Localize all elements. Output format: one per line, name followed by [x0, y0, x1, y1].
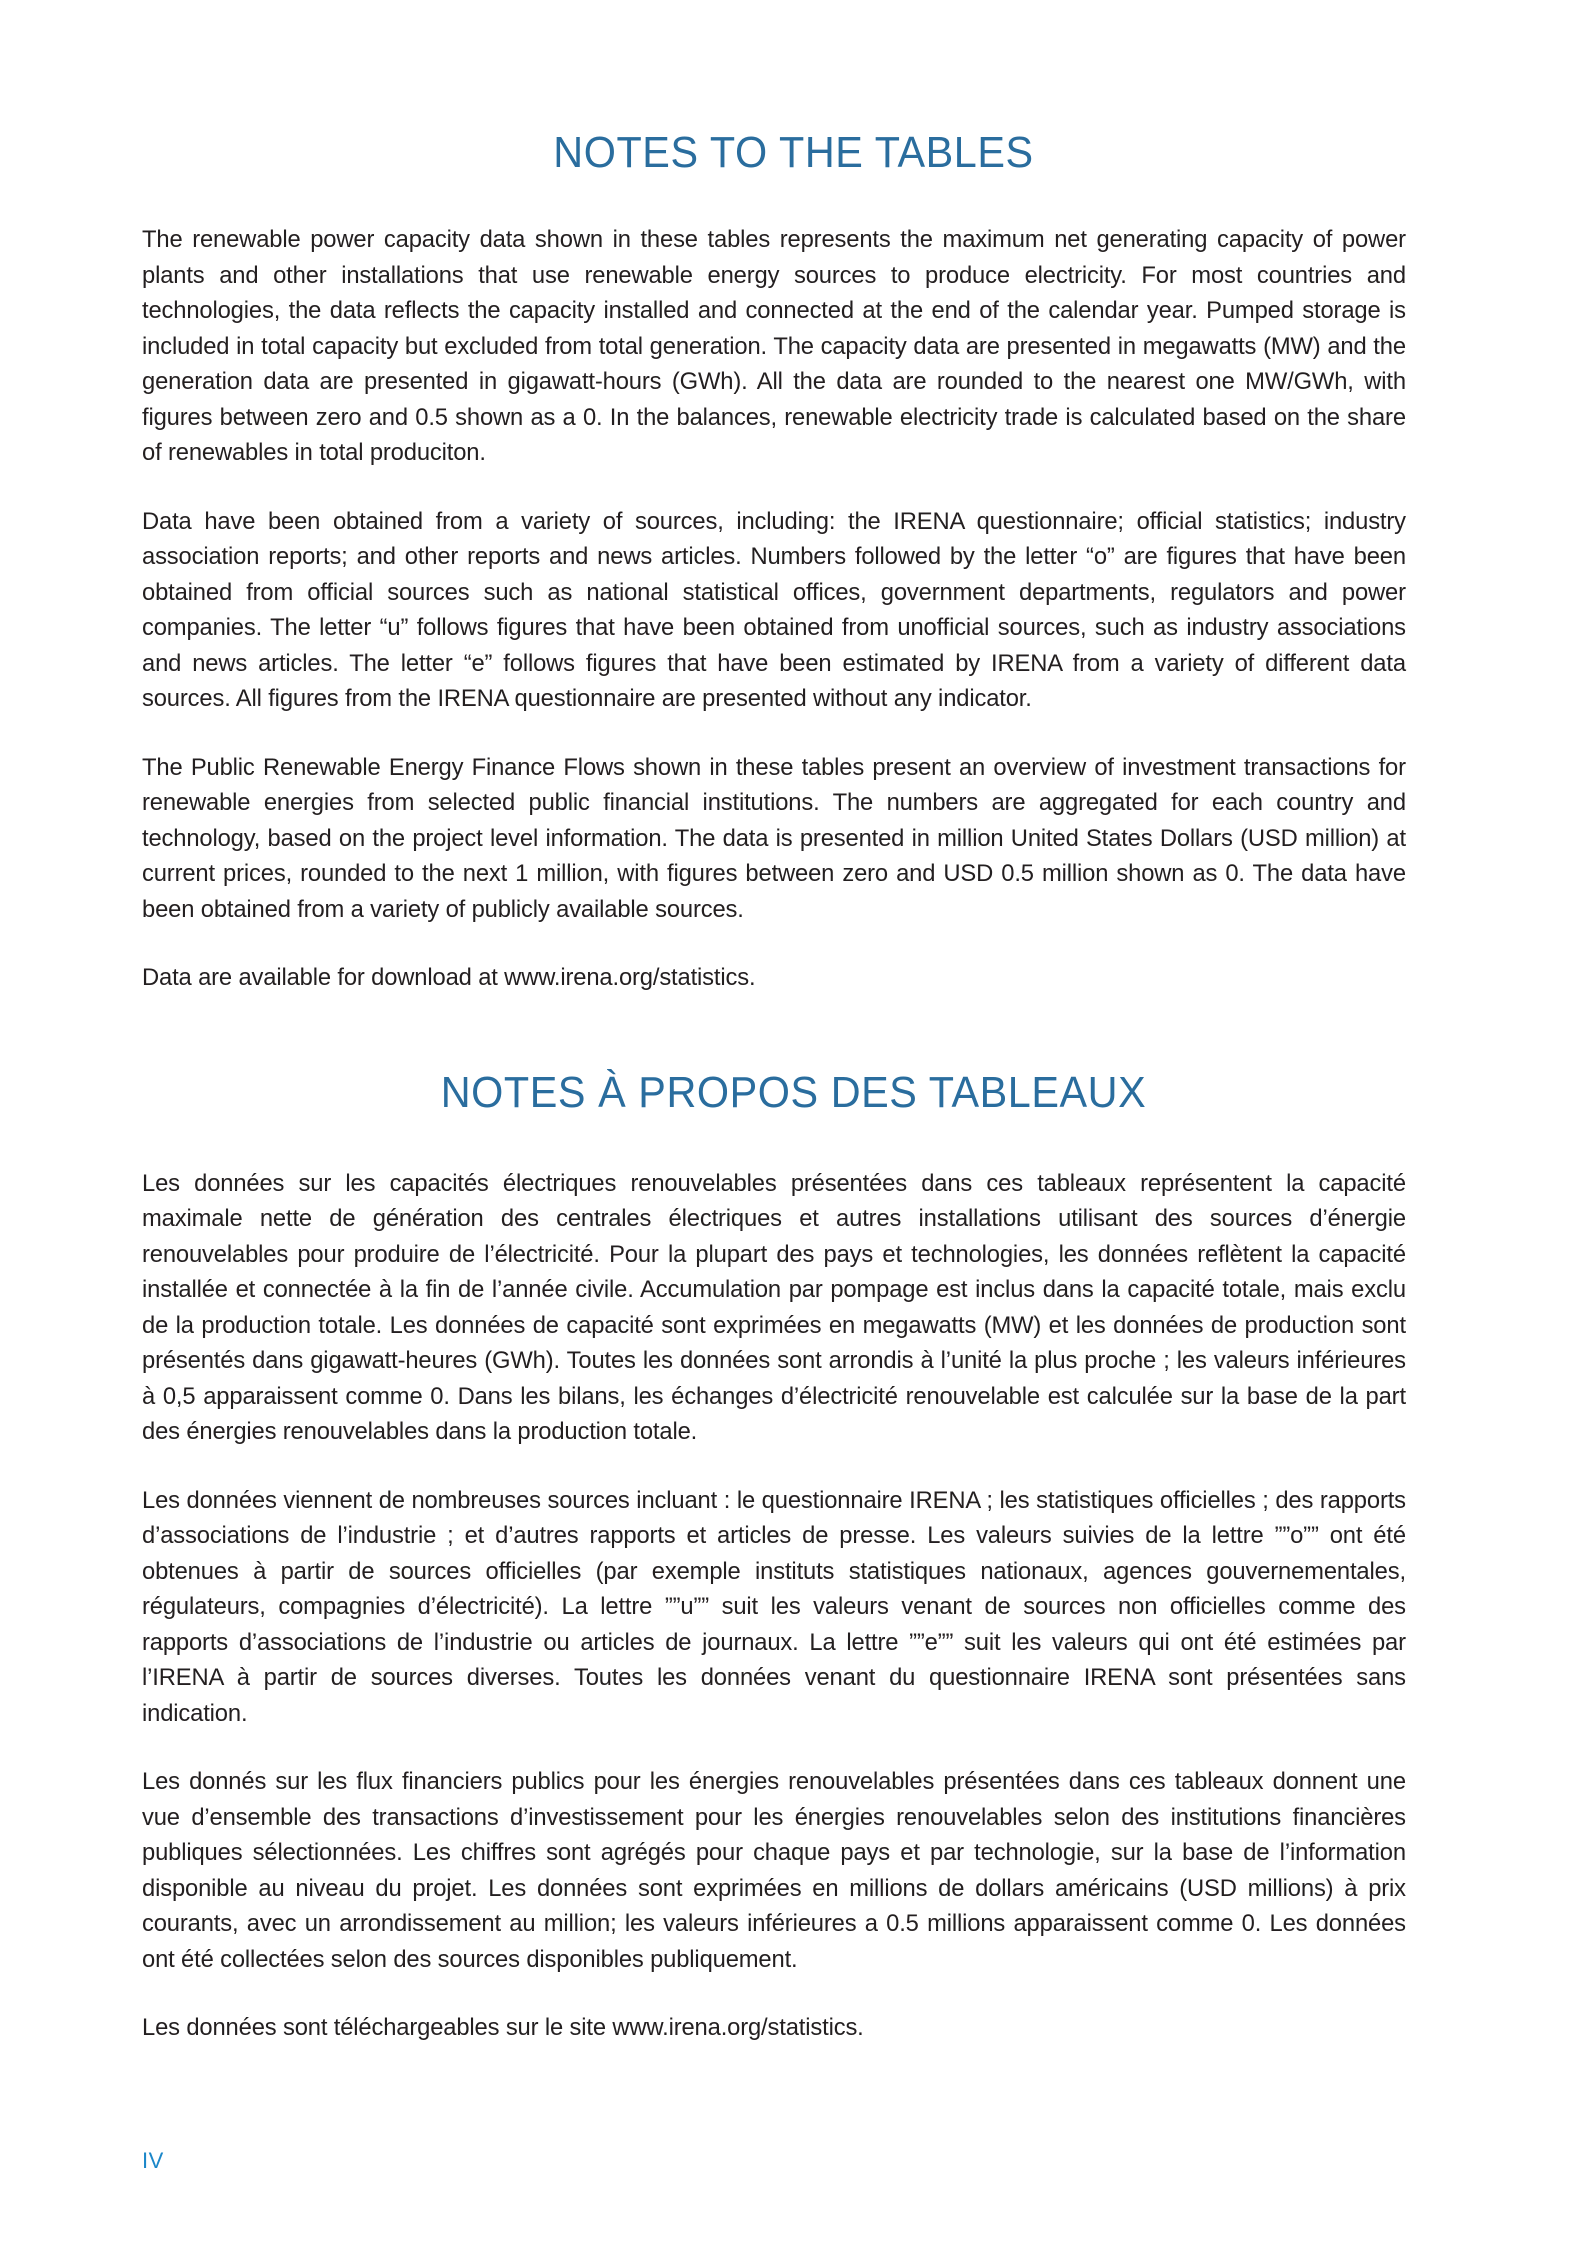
- paragraph-fr-2: Les données viennent de nombreuses sources incluant : le questionnaire IRENA ; les statistiques officielles ; des rapports d’associations de l’industrie ; et d’autres rapports et articles de presse. Les valeurs suivies de la lettre ””o”” ont été obtenues à partir de sources officielles (par exemple instituts statistiques nationaux, agences gouvernementales, régulateurs, compagnies d’électricité). La lettre ””u”” suit les valeurs venant de sources non officielles comme des rapports d’associations de l’industrie ou articles de journaux. La lettre ””e”” suit les valeurs qui ont été estimées par l’IRENA à partir de sources diverses. Toutes les données venant du questionnaire IRENA sont présentées sans indication.: [142, 1486, 1406, 1727]
- english-paragraphs: [142, 222, 1445, 996]
- french-paragraphs: [142, 1166, 1445, 2046]
- paragraph-fr-3: Les donnés sur les flux financiers publics pour les énergies renouvelables présentées dans ces tableaux donnent une vue d’ensemble des transactions d’investissement pour les énergies renouvelables selon des institutions financières publiques sélectionnées. Les chiffres sont agrégés pour chaque pays et par technologie, sur la base de l’information disponible au niveau du projet. Les données sont exprimées en millions de dollars américains (USD millions) à prix courants, avec un arrondissement au million; les valeurs inférieures a 0.5 millions apparaissent comme 0. Les données ont été collectées selon des sources disponibles publiquement.: [142, 1768, 1406, 1973]
- page-content: [142, 0, 1445, 2046]
- paragraph-en-2: Data have been obtained from a variety of sources, including: the IRENA questionnaire; official statistics; industry association reports; and other reports and news articles. Numbers followed by the letter “o” are figures that have been obtained from official sources such as national statistical offices, government departments, regulators and power companies. The letter “u” follows figures that have been obtained from unofficial sources, such as industry associations and news articles. The letter “e” follows figures that have been estimated by IRENA from a variety of different data sources. All figures from the IRENA questionnaire are presented without any indicator.: [142, 507, 1406, 712]
- page-title-english: NOTES TO THE TABLES: [553, 128, 1034, 177]
- paragraph-en-download: Data are available for download at www.irena.org/statistics.: [142, 964, 756, 991]
- page-title-french: NOTES À PROPOS DES TABLEAUX: [440, 1067, 1147, 1117]
- paragraph-fr-download: Les données sont téléchargeables sur le site www.irena.org/statistics.: [142, 2014, 864, 2041]
- french-section: [142, 996, 1445, 2046]
- paragraph-en-1: The renewable power capacity data shown in these tables represents the maximum net generating capacity of power plants and other installations that use renewable energy sources to produce electricity. For most countries and technologies, the data reflects the capacity installed and connected at the end of the calendar year. Pumped storage is included in total capacity but excluded from total generation. The capacity data are presented in megawatts (MW) and the generation data are presented in gigawatt-hours (GWh). All the data are rounded to the nearest one MW/GWh, with figures between zero and 0.5 shown as a 0. In the balances, renewable electricity trade is calculated based on the share of renewables in total produciton.: [142, 226, 1406, 466]
- english-section: [142, 0, 1445, 996]
- page-number: IV: [142, 2148, 164, 2173]
- paragraph-en-3: The Public Renewable Energy Finance Flows shown in these tables present an overview of investment transactions for renewable energies from selected public financial institutions. The numbers are aggregated for each country and technology, based on the project level information. The data is presented in million United States Dollars (USD million) at current prices, rounded to the next 1 million, with figures between zero and USD 0.5 million shown as 0. The data have been obtained from a variety of publicly available sources.: [142, 753, 1406, 923]
- paragraph-fr-1: Les données sur les capacités électriques renouvelables présentées dans ces tableaux représentent la capacité maximale nette de génération des centrales électriques et autres installations utilisant des sources d’énergie renouvelables pour produire de l’électricité. Pour la plupart des pays et technologies, les données reflètent la capacité installée et connectée à la fin de l’année civile. Accumulation par pompage est inclus dans la capacité totale, mais exclu de la production totale. Les données de capacité sont exprimées en megawatts (MW) et les données de production sont présentés dans gigawatt-heures (GWh). Toutes les données sont arrondis à l’unité la plus proche ; les valeurs inférieures à 0,5 apparaissent comme 0. Dans les bilans, les échanges d’électricité renouvelable est calculée sur la base de la part des énergies renouvelables dans la production totale.: [142, 1169, 1406, 1445]
